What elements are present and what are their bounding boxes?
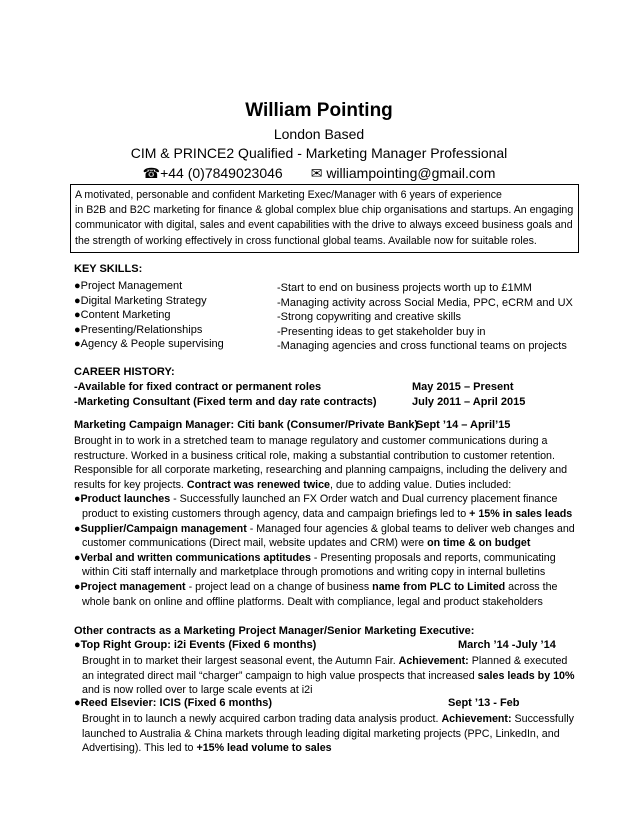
skills-left-list [74,279,224,352]
role-dates: July 2011 – April 2015 [412,396,526,408]
contract-title-row: ●Reed Elsevier: ICIS (Fixed 6 months) Sept ’13 - Feb [74,697,520,709]
list-item: ●Supplier/Campaign management - Managed four agencies & global teams to deliver web changes and [74,522,575,535]
location: London Based [273,126,365,142]
list-item: ●Digital Marketing Strategy [74,294,207,307]
summary-line: in B2B and B2C marketing for finance & global complex blue chip organisations and startups. An engaging [75,204,574,217]
job-title-row: Marketing Campaign Manager: Citi bank (Consumer/Private Bank) Sept ’14 – April’15 [74,419,511,431]
list-item: -Presenting ideas to get stakeholder buy in [277,325,486,338]
summary-line: the strength of working effectively in cross functional global teams. Available now for suitable roles. [75,234,537,247]
qualification-line: CIM & PRINCE2 Qualified - Marketing Manager Professional [130,145,508,161]
list-item: ●Agency & People supervising [74,338,224,350]
candidate-name: William Pointing [245,100,393,121]
key-skills-heading: KEY SKILLS: [74,263,143,275]
role-row: -Marketing Consultant (Fixed term and day rate contracts) July 2011 – April 2015 [74,396,526,408]
contract-description: Brought in to launch a newly acquired carbon trading data analysis product. Achievement: Successfully launched to Australia & China markets through leading digital marketing projects (PPC, LinkedIn, and Advertising). This led to +15% lead volume to sales [82,713,574,755]
job-dates: Sept ’14 – April’15 [416,419,511,431]
list-item: ●Presenting/Relationships [74,323,203,336]
list-item: ●Product launches - Successfully launched an FX Order watch and Dual currency placement finance [74,493,558,506]
contract-dates: March ’14 -July ’14 [458,639,556,651]
email-icon: ✉ [310,165,323,181]
contract-title-row: ●Top Right Group: i2i Events (Fixed 6 months) March ’14 -July ’14 [74,639,556,651]
phone-number: +44 (0)7849023046 [160,165,283,181]
skills-right-list [277,281,573,354]
email-address: williampointing@gmail.com [326,165,496,181]
other-contracts-heading: Other contracts as a Marketing Project Manager/Senior Marketing Executive: [74,625,475,637]
list-item: ●Verbal and written communications aptitudes - Presenting proposals and reports, communicating [74,551,556,564]
role-row: -Available for fixed contract or permanent roles May 2015 – Present [74,381,514,393]
list-item: ●Content Marketing [74,309,171,321]
job-description: Brought in to work in a stretched team to manage regulatory and customer communications during a restructure. Worked in a business critical role, making a substantial contribution to customer retention. Responsible for all corporate marketing, researching and planning campaigns, including the delivery and results for key projects. Contract was renewed twice, due to adding value. Duties included: ●Product launches - Successfully launched an FX Order watch and Dual currency placement finance product to existing customers through agency, data and campaign briefings led to + 15% in sales leads ●Supplier/Campaign management - Managed four agencies & global teams to deliver web changes and customer communications (Direct mail, website updates and CRM) were on time & on budget ●Verbal and written communications aptitudes - Presenting proposals and reports, communicating within Citi staff internally and marketplace through promotions and writing copy in internal bulletins ●Project management - project lead on a change of business name from PLC to Limited across the whole bank on online and offline platforms. Dealt with compliance, legal and product stakeholders [74,434,584,609]
list-item: -Managing activity across Social Media, PPC, eCRM and UX [277,296,573,309]
contract-description: Brought in to market their largest seasonal event, the Autumn Fair. Achievement: Planned & executed an integrated direct mail “charger” campaign to high value prospects that increased sales leads by 10% and is now rolled over to large scale events at i2i [82,655,575,697]
phone-icon: ☎ [142,165,161,181]
role-dates: May 2015 – Present [412,381,514,393]
summary-line: A motivated, personable and confident Marketing Exec/Manager with 6 years of experience [75,189,502,201]
list-item: ●Project management - project lead on a change of business name from PLC to Limited across the [74,580,558,593]
contract-dates: Sept ’13 - Feb [448,697,520,709]
list-item: -Start to end on business projects worth up to £1MM [277,282,532,294]
summary-line: communicator with digital, sales and event capabilities with the drive to always exceed business goals and [75,219,573,232]
list-item: ●Project Management [74,280,183,292]
career-history-heading: CAREER HISTORY: [74,366,175,378]
list-item: -Managing agencies and cross functional teams on projects [277,340,567,352]
list-item: -Strong copywriting and creative skills [277,311,462,323]
summary-box [70,184,579,253]
contact-line [0,165,638,182]
